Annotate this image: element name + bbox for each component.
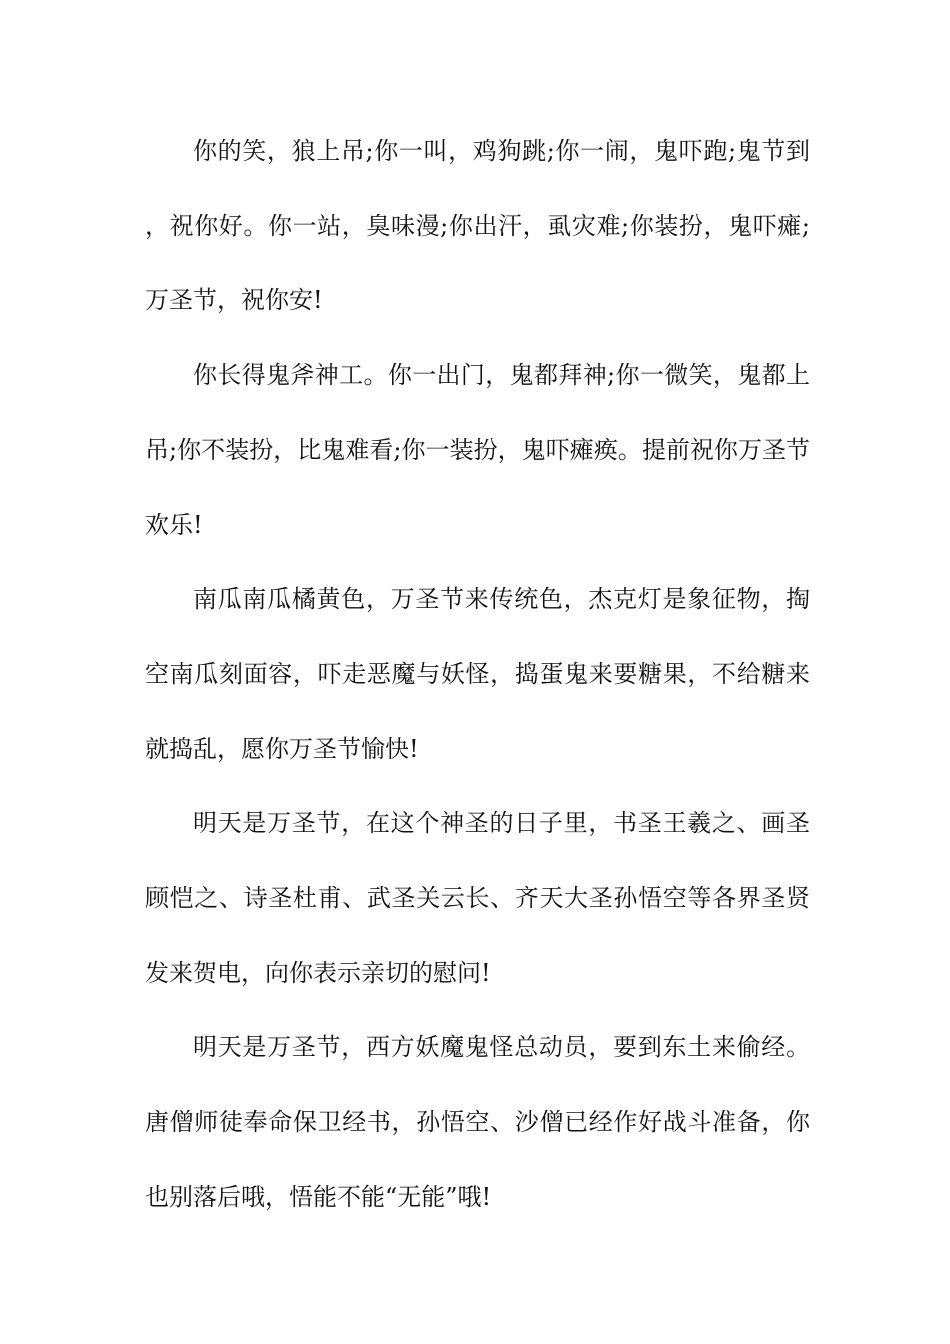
paragraph-2: 你长得鬼斧神工。你一出门，鬼都拜神;你一微笑，鬼都上吊;你不装扮，比鬼难看;你一装扮，鬼吓瘫痪。提前祝你万圣节欢乐! [145, 361, 810, 539]
paragraph-1: 你的笑，狼上吊;你一叫，鸡狗跳;你一闹，鬼吓跑;鬼节到，祝你好。你一站，臭味漫;你出汗，虱灾难;你装扮，鬼吓瘫;万圣节，祝你安! [145, 137, 810, 315]
paragraph-5: 明天是万圣节，西方妖魔鬼怪总动员，要到东土来偷经。唐僧师徒奉命保卫经书，孙悟空、沙僧已经作好战斗准备，你也别落后哦，悟能不能“无能”哦! [145, 1033, 810, 1211]
document-body [145, 114, 810, 1235]
paragraph-4: 明天是万圣节，在这个神圣的日子里，书圣王羲之、画圣顾恺之、诗圣杜甫、武圣关云长、齐天大圣孙悟空等各界圣贤发来贺电，向你表示亲切的慰问! [145, 809, 810, 987]
paragraph-3: 南瓜南瓜橘黄色，万圣节来传统色，杰克灯是象征物，掏空南瓜刻面容，吓走恶魔与妖怪，捣蛋鬼来要糖果，不给糖来就捣乱，愿你万圣节愉快! [145, 585, 810, 763]
